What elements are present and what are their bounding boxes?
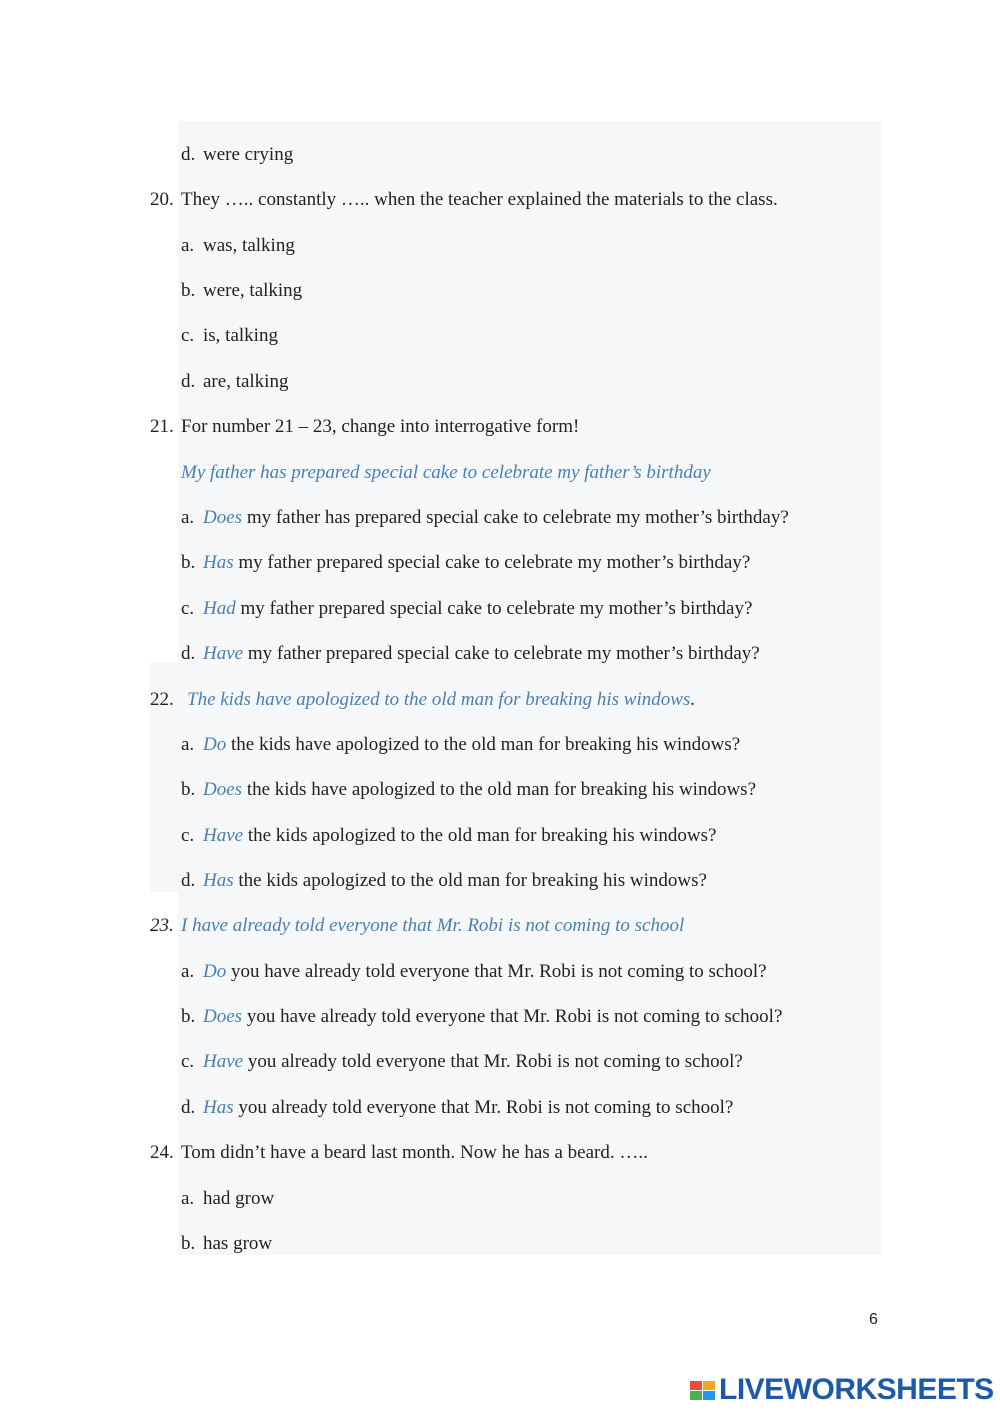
q21-option-a[interactable]: a. Does my father has prepared special cake to celebrate my mother’s birthday? [181, 507, 789, 528]
q24-option-a[interactable]: a. had grow [181, 1188, 275, 1209]
liveworksheets-logo [690, 1372, 994, 1408]
q21-option-d[interactable]: d. Have my father prepared special cake to celebrate my mother’s birthday? [181, 643, 760, 664]
logo-block-orange [703, 1381, 715, 1390]
q23-option-b[interactable]: b. Does you have already told everyone that Mr. Robi is not coming to school? [181, 1006, 783, 1027]
q22-option-c[interactable]: c. Have the kids apologized to the old man for breaking his windows? [181, 825, 717, 846]
logo-wordmark: LIVEWORKSHEETS [719, 1373, 994, 1406]
q24-option-b[interactable]: b. has grow [181, 1233, 273, 1254]
q23-option-a[interactable]: a. Do you have already told everyone that Mr. Robi is not coming to school? [181, 961, 767, 982]
q23-option-d[interactable]: d. Has you already told everyone that Mr. Robi is not coming to school? [181, 1097, 734, 1118]
q23-option-c[interactable]: c. Have you already told everyone that Mr. Robi is not coming to school? [181, 1051, 743, 1072]
q22-question: 22. The kids have apologized to the old man for breaking his windows. [150, 689, 696, 710]
logo-block-blue [703, 1391, 715, 1400]
logo-blocks-icon [690, 1381, 715, 1400]
q20-option-b[interactable]: b. were, talking [181, 280, 303, 301]
q20-option-c[interactable]: c. is, talking [181, 325, 278, 346]
q20-question: 20. They ….. constantly ….. when the teacher explained the materials to the class. [150, 189, 778, 210]
q22-option-d[interactable]: d. Has the kids apologized to the old man for breaking his windows? [181, 870, 707, 891]
q23-question: 23. I have already told everyone that Mr. Robi is not coming to school [150, 915, 685, 936]
q21-option-b[interactable]: b. Has my father prepared special cake to celebrate my mother’s birthday? [181, 552, 751, 573]
page-number: 6 [869, 1311, 878, 1328]
q20-option-d[interactable]: d. are, talking [181, 371, 289, 392]
q21-question: 21. For number 21 – 23, change into interrogative form! [150, 416, 580, 437]
q24-question: 24. Tom didn’t have a beard last month. Now he has a beard. ….. [150, 1142, 648, 1163]
q21-sentence: My father has prepared special cake to celebrate my father’s birthday [181, 462, 711, 483]
logo-block-green [690, 1391, 702, 1400]
q22-option-a[interactable]: a. Do the kids have apologized to the old man for breaking his windows? [181, 734, 741, 755]
q20-option-a[interactable]: a. was, talking [181, 235, 295, 256]
logo-block-red [690, 1381, 702, 1390]
q21-option-c[interactable]: c. Had my father prepared special cake to celebrate my mother’s birthday? [181, 598, 753, 619]
q22-option-b[interactable]: b. Does the kids have apologized to the old man for breaking his windows? [181, 779, 756, 800]
q19-option-d: d. were crying [181, 144, 294, 165]
